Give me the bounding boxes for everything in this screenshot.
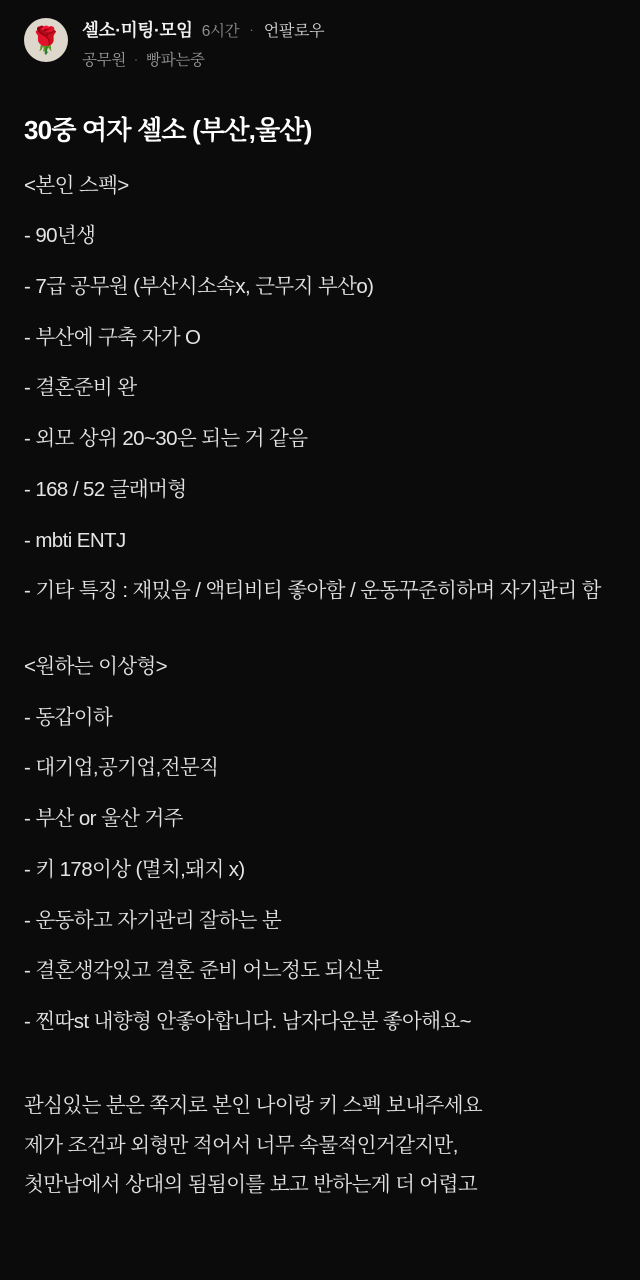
post-header-primary-line bbox=[82, 17, 324, 42]
closing-line: 제가 조건과 외형만 적어서 너무 속물적인거같지만, bbox=[24, 1133, 458, 1157]
spec-item: - 90년생 bbox=[24, 224, 96, 248]
spec-item: - mbti ENTJ bbox=[24, 528, 126, 552]
author-status: 빵파는중 bbox=[146, 52, 205, 69]
spec-item: - 7급 공무원 (부산시소속x, 근무지 부산o) bbox=[24, 274, 374, 298]
post-body bbox=[0, 114, 640, 1201]
unfollow-button[interactable]: 언팔로우 bbox=[263, 23, 325, 40]
closing-line: 첫만남에서 상대의 됨됨이를 보고 반하는게 더 어렵고 bbox=[24, 1173, 478, 1197]
post-header bbox=[0, 0, 640, 80]
ideal-item: - 대기업,공기업,전문직 bbox=[24, 756, 219, 780]
closing-line: 관심있는 분은 쪽지로 본인 나이랑 키 스펙 보내주세요 bbox=[24, 1093, 483, 1117]
spec-item: - 외모 상위 20~30은 되는 거 같음 bbox=[24, 427, 308, 451]
board-name[interactable]: 셀소·미팅·모임 bbox=[82, 20, 193, 40]
ideal-item: - 운동하고 자기관리 잘하는 분 bbox=[24, 908, 282, 932]
section-spacer bbox=[24, 1058, 616, 1082]
ideal-item: - 부산 or 울산 거주 bbox=[24, 807, 183, 831]
spec-item: - 결혼준비 완 bbox=[24, 376, 137, 400]
avatar[interactable] bbox=[24, 18, 68, 62]
ideal-item: - 찐따st 내향형 안좋아합니다. 남자다운분 좋아해요~ bbox=[24, 1010, 471, 1034]
section-spacer bbox=[24, 628, 616, 652]
post-title: 30중 여자 셀소 (부산,울산) bbox=[24, 115, 312, 145]
spec-item: - 168 / 52 글래머형 bbox=[24, 477, 187, 501]
closing-block bbox=[24, 1090, 616, 1201]
author-separator-dot: · bbox=[134, 52, 139, 66]
post-header-secondary-line bbox=[82, 48, 324, 70]
ideal-heading: <원하는 이상형> bbox=[24, 655, 168, 678]
ideal-item: - 키 178이상 (멸치,돼지 x) bbox=[24, 857, 245, 881]
author-name[interactable]: 공무원 bbox=[82, 52, 127, 69]
ideal-item: - 결혼생각있고 결혼 준비 어느정도 되신분 bbox=[24, 959, 383, 983]
header-separator-dot: · bbox=[249, 22, 254, 37]
spec-item: - 부산에 구축 자가 O bbox=[24, 325, 201, 349]
rose-avatar-icon: 🌹 bbox=[29, 25, 63, 55]
spec-item: - 기타 특징 : 재밌음 / 액티비티 좋아함 / 운동꾸준히하며 자기관리 함 bbox=[24, 579, 601, 603]
spec-heading: <본인 스펙> bbox=[24, 173, 129, 197]
ideal-item: - 동갑이하 bbox=[24, 705, 113, 729]
post-header-text bbox=[82, 16, 324, 70]
post-timestamp: 6시간 bbox=[201, 22, 240, 40]
